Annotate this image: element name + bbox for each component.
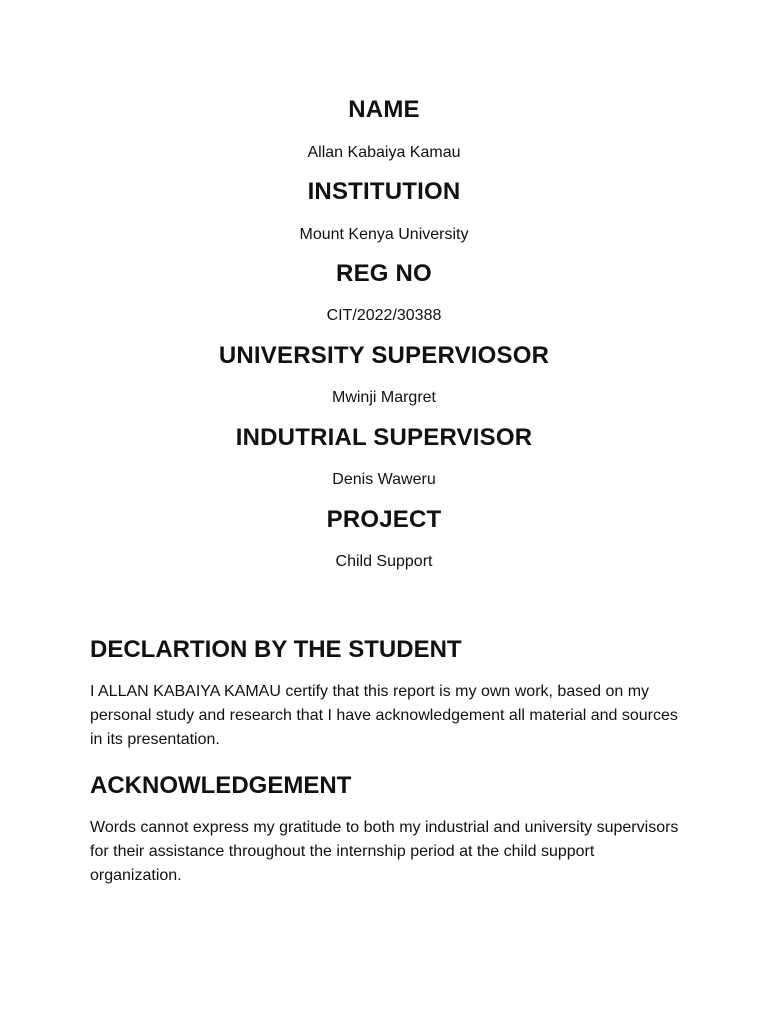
acknowledgement-heading: ACKNOWLEDGEMENT <box>90 772 352 799</box>
reg-no-value-block <box>0 306 768 326</box>
project-value-block <box>0 552 768 572</box>
industrial-supervisor-value-block <box>0 470 768 490</box>
acknowledgement-text: Words cannot express my gratitude to both my industrial and university supervisors for their assistance throughout the internship period at the child support organization. <box>90 819 679 884</box>
project-value: Child Support <box>335 553 433 570</box>
industrial-supervisor-field <box>0 424 768 452</box>
project-title: PROJECT <box>326 506 442 533</box>
name-field <box>0 96 768 124</box>
university-supervisor-title: UNIVERSITY SUPERVIOSOR <box>218 342 550 369</box>
university-supervisor-value-block <box>0 388 768 408</box>
name-value-block <box>0 143 768 163</box>
declaration-text: I ALLAN KABAIYA KAMAU certify that this report is my own work, based on my personal study and research that I have acknowledgement all material and sources in its presentation. <box>90 683 678 748</box>
acknowledgement-section <box>90 772 680 888</box>
university-supervisor-field <box>0 342 768 370</box>
name-title: NAME <box>348 96 420 123</box>
reg-no-field <box>0 260 768 288</box>
name-value: Allan Kabaiya Kamau <box>307 144 461 161</box>
industrial-supervisor-title: INDUTRIAL SUPERVISOR <box>235 424 533 451</box>
industrial-supervisor-value: Denis Waweru <box>332 471 436 488</box>
declaration-heading: DECLARTION BY THE STUDENT <box>90 636 462 663</box>
institution-value-block <box>0 225 768 245</box>
reg-no-value: CIT/2022/30388 <box>326 307 442 324</box>
declaration-section <box>90 636 680 752</box>
institution-field <box>0 178 768 206</box>
reg-no-title: REG NO <box>336 260 432 287</box>
university-supervisor-value: Mwinji Margret <box>331 389 436 406</box>
project-field <box>0 506 768 534</box>
institution-title: INSTITUTION <box>307 178 461 205</box>
institution-value: Mount Kenya University <box>299 226 469 243</box>
